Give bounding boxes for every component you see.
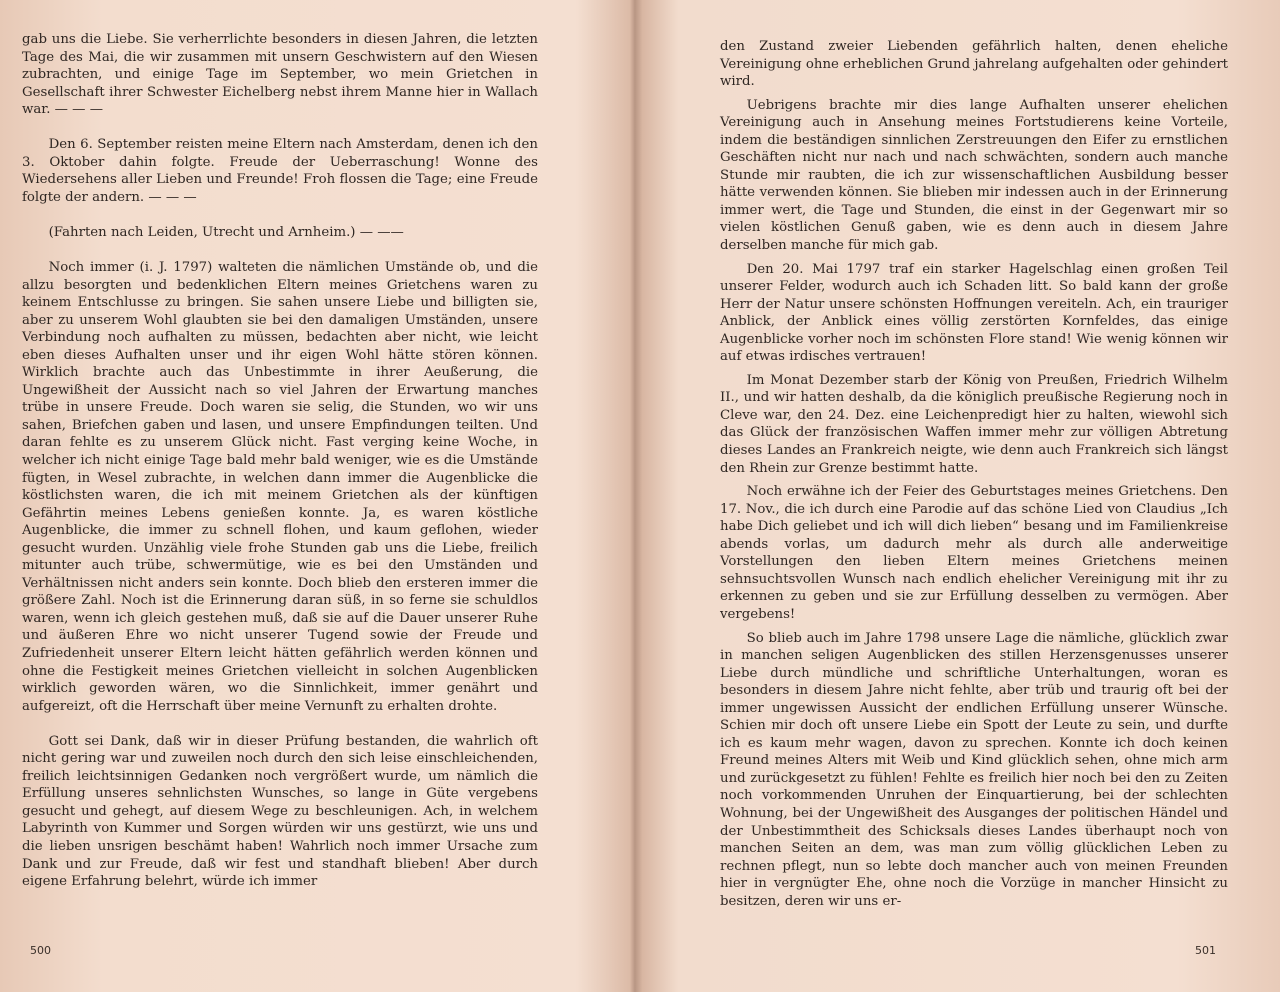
paragraph: den Zustand zweier Liebenden gefährlich halten, denen eheliche Vereinigung ohne erheblichen Grund jahrelang aufgehalten oder gehindert wird.: [720, 39, 1229, 90]
paragraph: Noch erwähne ich der Feier des Geburtstages meines Grietchens. Den 17. Nov., die ich durch eine Parodie auf das schöne Lied von Claudius „Ich habe Dich geliebet und ich will dich lieben“ besang und im Familienkreise abends vorlas, um dadurch mehr als durch alle anderweitige Vorstellungen den lieben Eltern meines Grietchens meinen sehnsuchtsvollen Wunsch nach endlich ehelicher Vereinigung mit ihr zu erkennen zu geben und sie zur Erfüllung desselben zu vermögen. Aber vergebens!: [720, 484, 1228, 622]
right-page: [634, 0, 1280, 992]
paragraph: Den 20. Mai 1797 traf ein starker Hagelschlag einen großen Teil unserer Felder, wodurch auch ich Schaden litt. So bald kann der große Herr der Natur unsere schönsten Hoffnungen vereiteln. Ach, ein trauriger Anblick, der Anblick eines völlig zerstörten Kornfeldes, das einige Augenblicke vorher noch im schönsten Flore stand! Wie wenig können wir auf etwas irdisches vertrauen!: [720, 261, 1228, 365]
paragraph: gab uns die Liebe. Sie verherrlichte besonders in diesen Jahren, die letzten Tage des Mai, die wir zusammen mit unsern Geschwistern auf den Wiesen zubrachten, und einige Tage im September, wo mein Grietchen in Gesellschaft ihrer Schwester Eichelberg nebst ihrem Manne hier in Wallach war. — — —: [22, 32, 538, 118]
paragraph: Gott sei Dank, daß wir in dieser Prüfung bestanden, die wahrlich oft nicht gering war und zuweilen noch durch den sich leise einschleichenden, freilich leichtsinnigen Gedanken noch vergrößert wurde, um nämlich die Erfüllung unseres sehnlichsten Wunsches, so lange in Güte vergebens gesucht und gehegt, auf diesem Wege zu beschleunigen. Ach, in welchem Labyrinth von Kummer und Sorgen würden wir uns gestürzt, wie uns und die lieben unsrigen beschämt haben! Wahrlich noch immer Ursache zum Dank und zur Freude, daß wir fest und standhaft blieben! Aber durch eigene Erfahrung belehrt, würde ich immer: [22, 733, 538, 890]
page-number: 501: [1195, 944, 1216, 957]
left-page: [0, 0, 632, 992]
paragraph: Den 6. September reisten meine Eltern nach Amsterdam, denen ich den 3. Oktober dahin folgte. Freude der Ueberraschung! Wonne des Wiedersehens aller Lieben und Freunde! Froh flossen die Tage; eine Freude folgte der andern. — — —: [22, 137, 538, 205]
left-page-text: [22, 31, 538, 891]
paragraph: So blieb auch im Jahre 1798 unsere Lage die nämliche, glücklich zwar in manchen seligen Augenblicken des stillen Herzensgenusses unserer Liebe durch mündliche und schriftliche Unterhaltungen, woran es besonders in diesem Jahre nicht fehlte, aber trüb und traurig oft bei der immer ungewissen Aussicht der endlichen Erfüllung unserer Wünsche. Schien mir doch oft unsere Liebe ein Spott der Leute zu sein, und durfte ich es kaum mehr wagen, davon zu sprechen. Konnte ich doch keinen Freund meines Alters mit Weib und Kind glücklich sehen, ohne mich arm und zurückgesetzt zu fühlen! Fehlte es freilich hier noch bei den zu Zeiten noch vorkommenden Unruhen der Einquartierung, bei der schlechten Wohnung, bei der Ungewißheit des Ausganges der politischen Händel und der Unbestimmtheit des Schicksals dieses Landes überhaupt noch von manchen Seiten an dem, was man zum völlig glücklichen Leben zu rechnen pflegt, nun so lebte doch mancher auch von meinen Freunden hier in vergnügter Ehe, ohne noch die Vorzüge in mancher Hinsicht zu besitzen, deren wir uns er-: [720, 630, 1228, 909]
page-number: 500: [30, 944, 51, 957]
right-page-text: [720, 38, 1228, 910]
paragraph: Uebrigens brachte mir dies lange Aufhalten unserer ehelichen Vereinigung auch in Ansehung meines Fortstudierens keine Vorteile, indem die beständigen sinnlichen Zerstreuungen den Eifer zu ernstlichen Geschäften nicht nur nach und nach schwächten, sondern auch manche Stunde mir raubten, die ich zur wissenschaftlichen Ausbildung besser hätte verwenden können. Sie blieben mir indessen auch in der Erinnerung immer wert, die Tage und Stunden, die einst in der Gegenwart mir so vielen köstlichen Genuß gaben, wie es denn auch in diesem Jahre derselben manche für mich gab.: [720, 97, 1228, 254]
paragraph: (Fahrten nach Leiden, Utrecht und Arnheim.) — ——: [48, 224, 404, 240]
paragraph: Im Monat Dezember starb der König von Preußen, Friedrich Wilhelm II., und wir hatten deshalb, da die königlich preußische Regierung noch in Cleve war, den 24. Dez. eine Leichenpredigt hier zu halten, wiewohl sich das Glück der französischen Waffen immer mehr zur völligen Abtretung dieses Landes an Frankreich neigte, wie denn auch Frankreich sich längst den Rhein zur Grenze bestimmt hatte.: [720, 372, 1228, 476]
paragraph: Noch immer (i. J. 1797) walteten die nämlichen Umstände ob, und die allzu besorgten und bedenklichen Eltern meines Grietchens waren zu keinem Entschlusse zu bringen. Sie sahen unsere Liebe und billigten sie, aber zu unserem Wohl glaubten sie bei den damaligen Umständen, unsere Verbindung noch aufhalten zu müssen, bedachten aber nicht, wie leicht eben dieses Aufhalten unser und ihr eigen Wohl hätte stören können. Wirklich brachte auch das Unbestimmte in ihrer Aeußerung, die Ungewißheit der Aussicht nach so viel Jahren der Erwartung manches trübe in unsere Freude. Doch waren sie selig, die Stunden, wo wir uns sahen, Briefchen gaben und lasen, und unsere Empfindungen teilten. Und daran fehlte es zu unserem Glück nicht. Fast verging keine Woche, in welcher ich nicht einige Tage bald mehr bald weniger, wie es die Umstände fügten, in Wesel zubrachte, in welchen dann immer die Augenblicke die köstlichsten waren, die ich mit meinem Grietchen als der künftigen Gefährtin meines Lebens genießen konnte. Ja, es waren köstliche Augenblicke, die immer zu schnell flohen, und kaum geflohen, wieder gesucht wurden. Unzählig viele frohe Stunden gab uns die Liebe, freilich mitunter auch trübe, schwermütige, wie es bei den Umständen und Verhältnissen nicht anders sein konnte. Doch blieb den ersteren immer die größere Zahl. Noch ist die Erinnerung daran süß, in so ferne sie schuldlos waren, wenn ich gleich gestehen muß, daß sie auf die Dauer unserer Ruhe und äußeren Ehre wo nicht unserer Tugend sowie der Freude und Zufriedenheit unserer Eltern leicht hätten gefährlich werden können und ohne die Festigkeit meines Grietchen vielleicht in solchen Augenblicken wirklich geworden wären, wo die Sinnlichkeit, immer genährt und aufgereizt, oft die Herrschaft über meine Vernunft zu erhalten drohte.: [22, 259, 538, 714]
